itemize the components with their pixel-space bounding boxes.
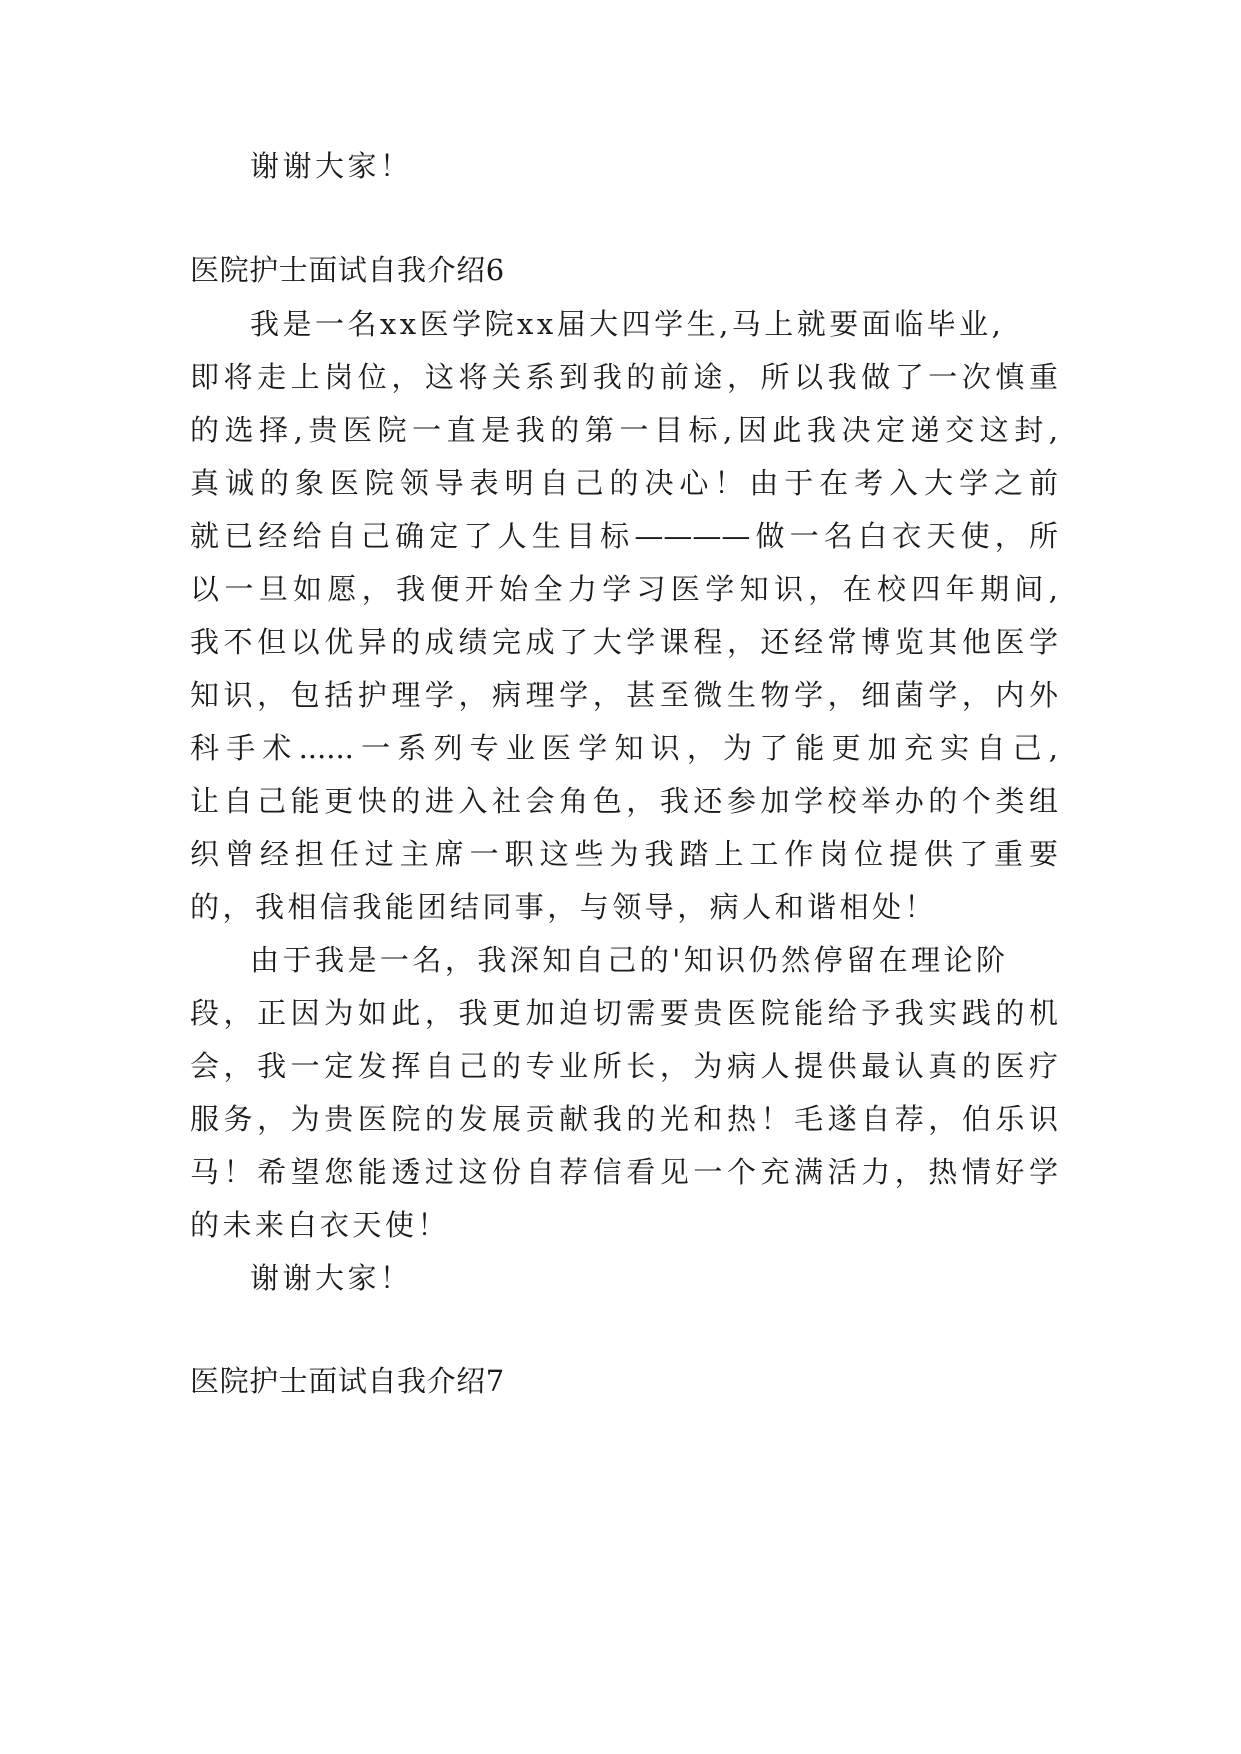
paragraph-line: 就已经给自己确定了人生目标————做一名白衣天使，所 xyxy=(190,519,1058,553)
paragraph-line: 会，我一定发挥自己的专业所长，为病人提供最认真的医疗 xyxy=(190,1049,1058,1083)
paragraph-line: 的，我相信我能团结同事，与领导，病人和谐相处！ xyxy=(190,890,938,924)
closing-text: 谢谢大家！ xyxy=(250,149,413,183)
section-heading: 医院护士面试自我介绍7 xyxy=(190,1364,505,1398)
paragraph-line: 由于我是一名，我深知自己的'知识仍然停留在理论阶 xyxy=(250,943,1009,977)
paragraph-line: 马！希望您能透过这份自荐信看见一个充满活力，热情好学 xyxy=(190,1155,1058,1189)
closing-text: 谢谢大家！ xyxy=(250,1261,413,1295)
paragraph-line: 让自己能更快的进入社会角色，我还参加学校举办的个类组 xyxy=(190,784,1058,818)
paragraph-line: 我是一名xx医学院xx届大四学生,马上就要面临毕业, xyxy=(250,307,1005,341)
paragraph-line: 我不但以优异的成绩完成了大学课程，还经常博览其他医学 xyxy=(190,625,1058,659)
section-heading: 医院护士面试自我介绍6 xyxy=(190,253,505,287)
paragraph-line: 服务，为贵医院的发展贡献我的光和热！毛遂自荐，伯乐识 xyxy=(190,1102,1058,1136)
paragraph-line: 知识，包括护理学，病理学，甚至微生物学，细菌学，内外 xyxy=(190,678,1058,712)
paragraph-line: 即将走上岗位，这将关系到我的前途，所以我做了一次慎重 xyxy=(190,360,1058,394)
paragraph-line: 织曾经担任过主席一职这些为我踏上工作岗位提供了重要 xyxy=(190,837,1058,871)
paragraph-line: 的选择,贵医院一直是我的第一目标,因此我决定递交这封, xyxy=(190,413,1058,447)
paragraph-line: 段，正因为如此，我更加迫切需要贵医院能给予我实践的机 xyxy=(190,996,1058,1030)
paragraph-line: 以一旦如愿，我便开始全力学习医学知识，在校四年期间, xyxy=(190,572,1058,606)
paragraph-line: 真诚的象医院领导表明自己的决心！由于在考入大学之前 xyxy=(190,466,1058,500)
paragraph-line: 的未来白衣天使！ xyxy=(190,1208,450,1242)
paragraph-line: 科手术......一系列专业医学知识，为了能更加充实自己, xyxy=(190,731,1058,765)
